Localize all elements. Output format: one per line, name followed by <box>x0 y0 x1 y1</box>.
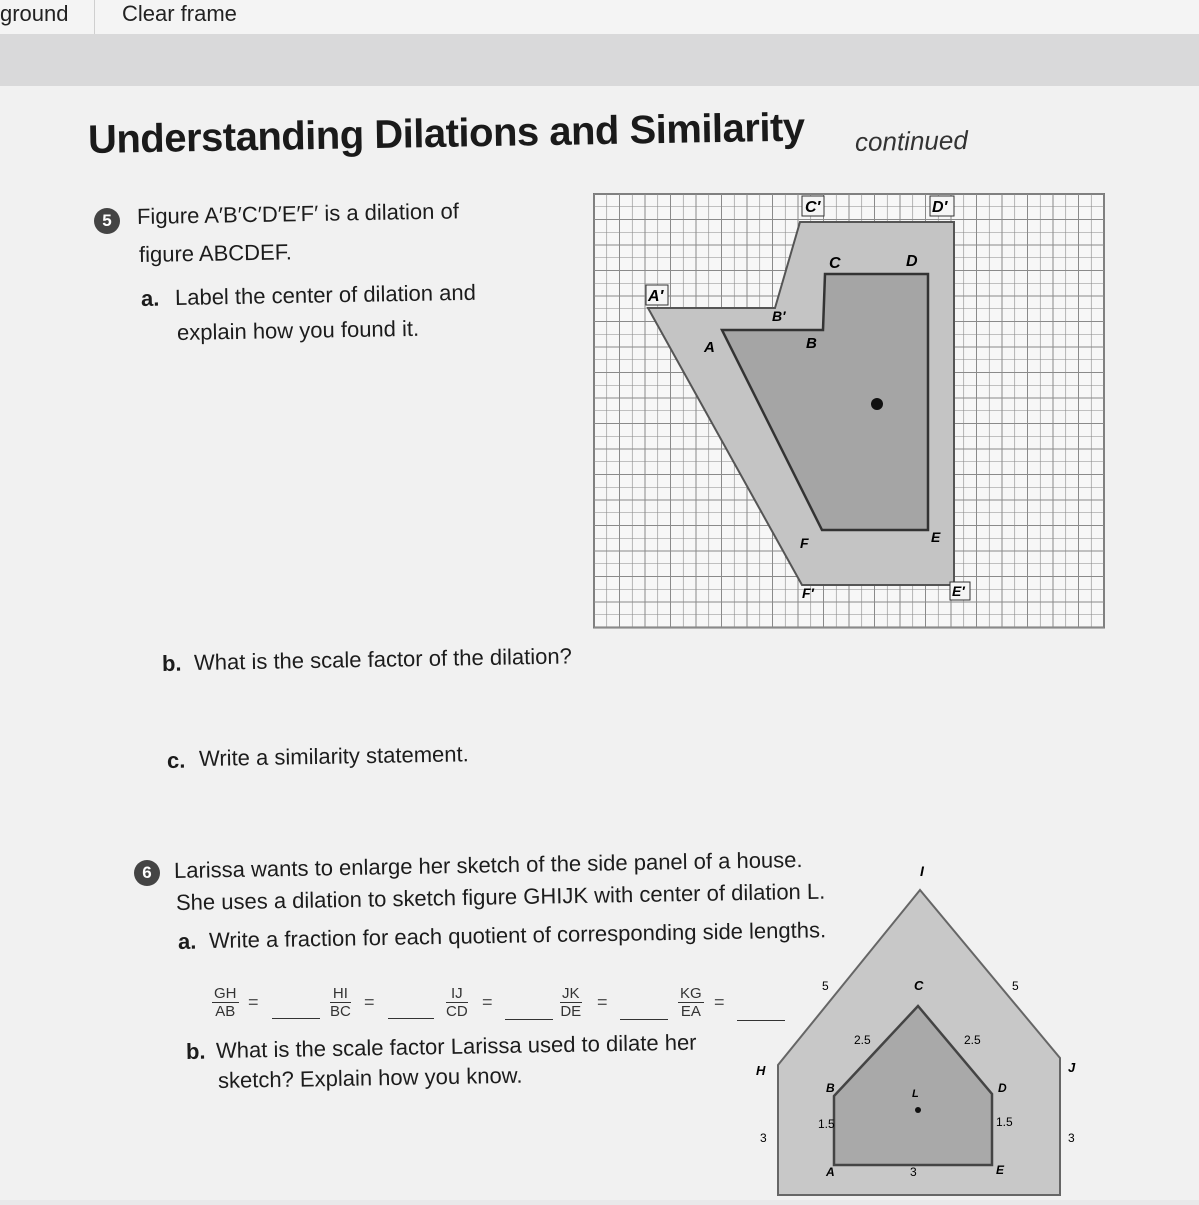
q6a-text: Write a fraction for each quotient of corresponding side lengths. <box>208 917 827 953</box>
fraction-denominator: CD <box>446 1003 468 1020</box>
q6b-label: b. <box>185 1038 206 1064</box>
label-a-prime: A′ <box>648 288 664 305</box>
equals-sign: = <box>364 992 375 1012</box>
fraction-ij-cd <box>446 985 468 1020</box>
label-h: H <box>756 1063 766 1078</box>
label-a: A <box>704 339 715 356</box>
q6a-label: a. <box>177 928 197 954</box>
q5-prompt-line2: figure ABCDEF. <box>138 239 293 267</box>
q5a-text-line1: Label the center of dilation and <box>174 279 477 310</box>
label-i: I <box>920 863 924 879</box>
measure-outer-right-roof: 5 <box>1012 979 1019 993</box>
label-b: B <box>826 1081 835 1095</box>
label-e: E <box>931 529 941 545</box>
fraction-numerator: KG <box>680 985 702 1002</box>
answer-blank-2[interactable] <box>388 1017 434 1019</box>
measure-outer-right-wall: 3 <box>1068 1131 1075 1145</box>
label-c-prime: C′ <box>805 199 821 216</box>
q5b-label: b. <box>161 650 182 676</box>
answer-blank-3[interactable] <box>505 1018 553 1020</box>
fraction-gh-ab <box>212 985 239 1020</box>
equals-sign: = <box>597 992 608 1012</box>
question-6-number: 6 <box>134 860 160 886</box>
label-b-prime: B′ <box>772 308 786 324</box>
answer-blank-1[interactable] <box>272 1017 320 1019</box>
equals-sign: = <box>482 992 493 1012</box>
label-e-prime: E′ <box>952 583 965 599</box>
label-l: L <box>912 1088 919 1100</box>
fraction-denominator: AB <box>215 1003 236 1020</box>
label-f: F <box>800 535 809 551</box>
q6-prompt-line2: She uses a dilation to sketch figure GHIJK with center of dilation L. <box>175 878 826 915</box>
label-d: D <box>998 1081 1007 1095</box>
label-d: D <box>906 253 918 270</box>
label-c: C <box>914 978 924 993</box>
measure-outer-left-wall: 3 <box>760 1131 767 1145</box>
house-svg <box>750 860 1099 1200</box>
q6-prompt-line1: Larissa wants to enlarge her sketch of the side panel of a house. <box>173 847 803 883</box>
measure-inner-right-roof: 2.5 <box>964 1033 981 1047</box>
q5b-text: What is the scale factor of the dilation? <box>193 643 573 675</box>
fraction-numerator: GH <box>214 985 237 1002</box>
equals-sign: = <box>714 992 725 1012</box>
measure-inner-bottom: 3 <box>910 1165 917 1179</box>
toolbar-band <box>0 34 1199 86</box>
fraction-jk-de <box>560 985 582 1020</box>
equals-sign: = <box>248 992 259 1012</box>
q5a-label: a. <box>140 285 160 311</box>
grid-svg <box>590 190 1110 635</box>
label-j: J <box>1068 1060 1076 1075</box>
answer-blank-4[interactable] <box>620 1018 668 1020</box>
question-5-number: 5 <box>94 208 120 234</box>
center-of-dilation-dot[interactable] <box>871 398 883 410</box>
fraction-denominator: DE <box>560 1003 582 1020</box>
label-a: A <box>826 1165 835 1179</box>
fraction-denominator: EA <box>680 1003 701 1020</box>
q5-prompt-line1: Figure A′B′C′D′E′F′ is a dilation of <box>136 198 460 229</box>
q5a-text-line2: explain how you found it. <box>176 315 420 345</box>
page-title-suffix: continued <box>854 125 969 157</box>
fraction-numerator: JK <box>562 985 580 1002</box>
measure-inner-right-wall: 1.5 <box>996 1115 1013 1129</box>
measure-outer-left-roof: 5 <box>822 979 829 993</box>
toolbar <box>0 0 1199 35</box>
toolbar-divider <box>94 0 95 34</box>
q6b-text-line2: sketch? Explain how you know. <box>217 1062 523 1093</box>
label-d-prime: D′ <box>932 199 948 216</box>
center-l-dot[interactable] <box>915 1107 921 1113</box>
clear-frame-button[interactable]: Clear frame <box>122 1 237 26</box>
fraction-numerator: IJ <box>446 985 468 1003</box>
label-c: C <box>829 255 841 272</box>
q5-dilation-figure <box>590 190 1110 635</box>
q6b-text-line1: What is the scale factor Larissa used to dilate her <box>215 1029 697 1063</box>
background-button[interactable]: ground <box>0 1 69 26</box>
fraction-kg-ea <box>678 985 704 1020</box>
label-e: E <box>996 1163 1005 1177</box>
fraction-denominator: BC <box>330 1003 351 1020</box>
label-b: B <box>806 335 817 352</box>
q5c-label: c. <box>166 747 186 773</box>
fraction-hi-bc <box>330 985 351 1020</box>
measure-inner-left-wall: 1.5 <box>818 1117 835 1131</box>
label-f-prime: F′ <box>802 585 814 601</box>
q6-house-figure <box>750 860 1099 1200</box>
q5c-text: Write a similarity statement. <box>198 741 469 771</box>
page-title: Understanding Dilations and Similarity <box>87 105 805 162</box>
measure-inner-left-roof: 2.5 <box>854 1033 871 1047</box>
fraction-numerator: HI <box>330 985 351 1003</box>
